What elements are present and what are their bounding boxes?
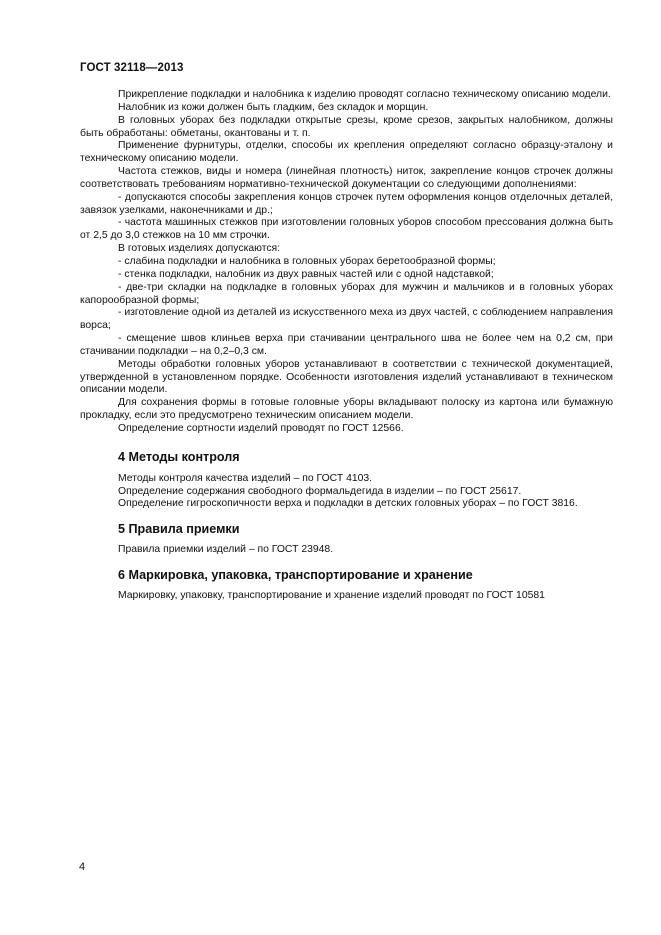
paragraph: Определение гигроскопичности верха и подкладки в детских головных уборах – по ГОСТ 3816. [118, 498, 578, 510]
list-item: - частота машинных стежков при изготовлении головных уборов способом прессования должна быть от 2,5 до 3,0 стежков на 10 мм строчки. [80, 217, 613, 242]
page-number: 4 [79, 861, 86, 873]
paragraph: Правила приемки изделий – по ГОСТ 23948. [118, 544, 334, 556]
list-item: - стенка подкладки, налобник из двух равных частей или с одной надставкой; [118, 268, 494, 280]
paragraph: Методы обработки головных уборов устанавливают в соответствии с технической документацией, утвержденной в установленном порядке. Особенности изготовления изделий устанавливают в техническом описании модели. [80, 358, 613, 396]
document-body [80, 89, 613, 603]
list-item: - изготовление одной из деталей из искусственного меха из двух частей, с соблюдением направления ворса; [80, 307, 613, 332]
paragraph: Для сохранения формы в готовые головные уборы вкладывают полоску из картона или бумажную прокладку, если это предусмотрено техническим описанием модели. [80, 397, 613, 422]
paragraph: Определение содержания свободного формальдегида в изделии – по ГОСТ 25617. [118, 485, 522, 497]
paragraph: Методы контроля качества изделий – по ГОСТ 4103. [118, 472, 373, 484]
paragraph: В готовых изделиях допускаются: [118, 243, 281, 255]
paragraph: Частота стежков, виды и номера (линейная плотность) ниток, закрепление концов строчек должны соответствовать требованиям нормативно-технической документации со следующими дополнениями: [80, 166, 613, 190]
list-item: - смещение швов клиньев верха при стачивании центрального шва не более чем на 0,2 см, при стачивании подкладки – на 0,2–0,3 см. [80, 333, 613, 357]
section-6-heading: 6 Маркировка, упаковка, транспортирование и хранение [118, 568, 473, 583]
paragraph: Налобник из кожи должен быть гладким, без складок и морщин. [118, 101, 429, 113]
list-item: - допускаются способы закрепления концов строчек путем оформления концов отделочных деталей, завязок узелками, наконечниками и др.; [80, 191, 613, 216]
list-item: - слабина подкладки и налобника в головных уборах беретообразной формы; [118, 255, 496, 267]
section-4-heading: 4 Методы контроля [118, 449, 240, 464]
paragraph: Прикрепление подкладки и налобника к изделию проводят согласно техническому описанию модели. [118, 89, 611, 100]
paragraph: В головных уборах без подкладки открытые срезы, кроме срезов, закрытых налобником, должны быть обработаны: обметаны, окантованы и т. п. [80, 114, 613, 139]
paragraph: Маркировку, упаковку, транспортирование и хранение изделий проводят по ГОСТ 10581 [118, 590, 545, 602]
section-5-heading: 5 Правила приемки [118, 522, 240, 537]
list-item: - две-три складки на подкладке в головных уборах для мужчин и мальчиков и в головных уборах капорообразной формы; [80, 281, 613, 306]
paragraph: Применение фурнитуры, отделки, способы их крепления определяют согласно образцу-эталону и техническому описанию модели. [80, 140, 613, 165]
paragraph: Определение сортности изделий проводят по ГОСТ 12566. [118, 422, 404, 434]
document-code-header: ГОСТ 32118—2013 [80, 62, 184, 74]
